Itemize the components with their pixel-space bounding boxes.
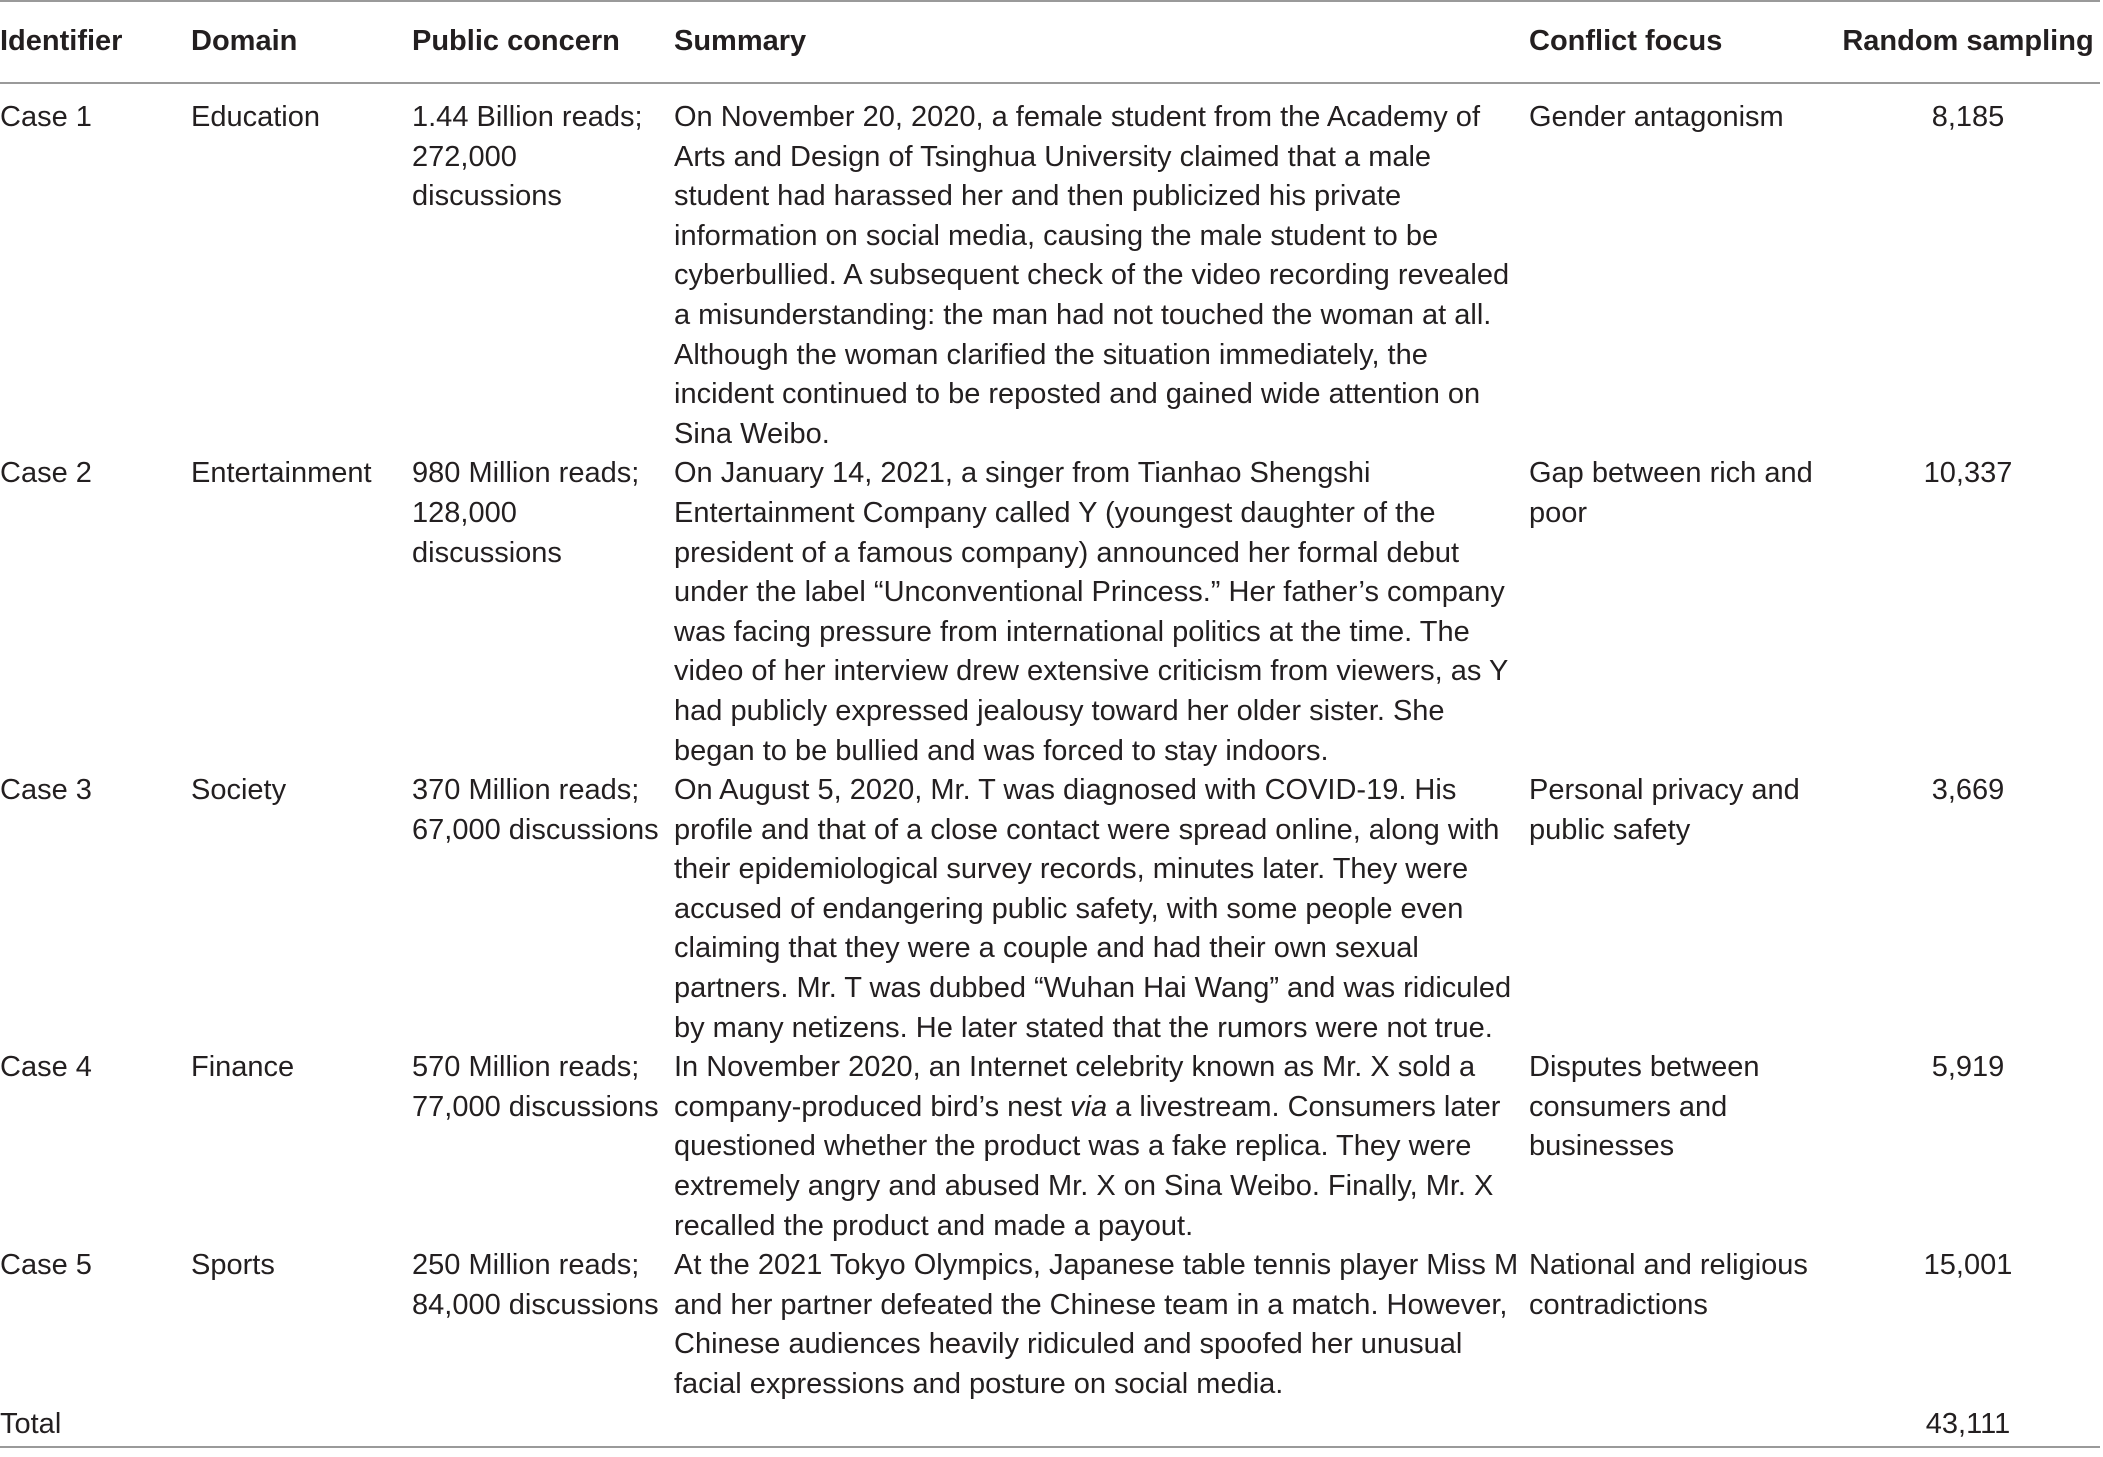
table-body <box>0 83 2100 1447</box>
header-conflict-focus: Conflict focus <box>1529 25 1723 58</box>
cell-summary: At the 2021 Tokyo Olympics, Japanese table tennis player Miss M and her partner defeated the Chinese team in a match. However, Chinese audiences heavily ridiculed and spoofed her unusual facial expressions and posture on social media. <box>674 1249 1519 1400</box>
table-header <box>0 1 2100 83</box>
table-row <box>0 1048 2100 1246</box>
header-row <box>0 1 2100 83</box>
table-row <box>0 771 2100 1048</box>
cell-conflict-focus: Disputes between consumers and businesses <box>1529 1051 1760 1163</box>
summary-text-after: a livestream. Consumers later questioned whether the product was a fake replica. They were extremely angry and abused Mr. X on Sina Weibo. Finally, Mr. X recalled the product and made a payout. <box>674 1090 1501 1242</box>
cell-domain: Entertainment <box>191 457 372 490</box>
cell-summary: On November 20, 2020, a female student from the Academy of Arts and Design of Tsinghua University claimed that a male student had harassed her and then publicized his private information on social media, causing the male student to be cyberbullied. A subsequent check of the video recording revealed a misunderstanding: the man had not touched the woman at all. Although the woman clarified the situation immediately, the incident continued to be reposted and gained wide attention on Sina Weibo. <box>674 101 1510 450</box>
cell-public-concern: 1.44 Billion reads; 272,000 discussions <box>412 101 643 213</box>
cell-random-sampling: 15,001 <box>1923 1249 2013 1282</box>
cell-public-concern: 370 Million reads; 67,000 discussions <box>412 774 659 846</box>
cell-random-sampling: 3,669 <box>1931 774 2005 807</box>
header-identifier: Identifier <box>0 25 123 58</box>
cell-conflict-focus: Personal privacy and public safety <box>1529 774 1800 846</box>
cell-domain: Sports <box>191 1249 275 1282</box>
cell-conflict-focus: Gap between rich and poor <box>1529 457 1813 529</box>
header-random-sampling: Random sampling <box>1842 25 2094 58</box>
summary-text-before: In November 2020, an Internet celebrity known as Mr. X sold a company-produced bird’s nest <box>674 1051 1476 1123</box>
cell-public-concern: 250 Million reads; 84,000 discussions <box>412 1249 659 1321</box>
table-row <box>0 454 2100 771</box>
total-empty-cell <box>191 1405 412 1448</box>
cell-public-concern: 570 Million reads; 77,000 discussions <box>412 1051 659 1123</box>
cell-identifier: Case 1 <box>0 101 92 133</box>
summary-text-italic: via <box>1070 1090 1108 1123</box>
cell-summary: On January 14, 2021, a singer from Tianhao Shengshi Entertainment Company called Y (youngest daughter of the president of a famous company) announced her formal debut under the label “Unconventional Princess.” Her father’s company was facing pressure from international politics at the time. The video of her interview drew extensive criticism from viewers, as Y had publicly expressed jealousy toward her older sister. She began to be bullied and was forced to stay indoors. <box>674 457 1508 767</box>
cell-random-sampling: 5,919 <box>1931 1051 2005 1084</box>
cell-domain: Education <box>191 101 320 133</box>
cell-public-concern: 980 Million reads; 128,000 discussions <box>412 457 640 569</box>
header-summary: Summary <box>674 25 807 58</box>
cell-conflict-focus: Gender antagonism <box>1529 101 1784 133</box>
total-empty-cell <box>1529 1405 1836 1448</box>
total-random-sampling: 43,111 <box>1836 1405 2100 1448</box>
cell-domain: Society <box>191 774 287 807</box>
cell-random-sampling: 10,337 <box>1923 457 2013 490</box>
cell-domain: Finance <box>191 1051 295 1084</box>
cell-summary: On August 5, 2020, Mr. T was diagnosed with COVID-19. His profile and that of a close contact were spread online, along with their epidemiological survey records, minutes later. They were accused of endangering public safety, with some people even claiming that they were a couple and had their own sexual partners. Mr. T was dubbed “Wuhan Hai Wang” and was ridiculed by many netizens. He later stated that the rumors were not true. <box>674 774 1512 1044</box>
total-empty-cell <box>412 1405 674 1448</box>
cell-identifier: Case 5 <box>0 1249 92 1282</box>
total-empty-cell <box>674 1405 1529 1448</box>
cell-identifier: Case 2 <box>0 457 92 490</box>
table-row <box>0 1246 2100 1404</box>
cell-random-sampling: 8,185 <box>1931 101 2005 133</box>
total-label: Total <box>0 1405 191 1448</box>
cell-conflict-focus: National and religious contradictions <box>1529 1249 1808 1321</box>
header-domain: Domain <box>191 25 298 58</box>
total-row <box>0 1405 2100 1448</box>
header-public-concern: Public concern <box>412 25 620 58</box>
cell-summary <box>674 1048 1529 1246</box>
cell-identifier: Case 4 <box>0 1051 92 1084</box>
cell-identifier: Case 3 <box>0 774 92 807</box>
table-row <box>0 83 2100 454</box>
